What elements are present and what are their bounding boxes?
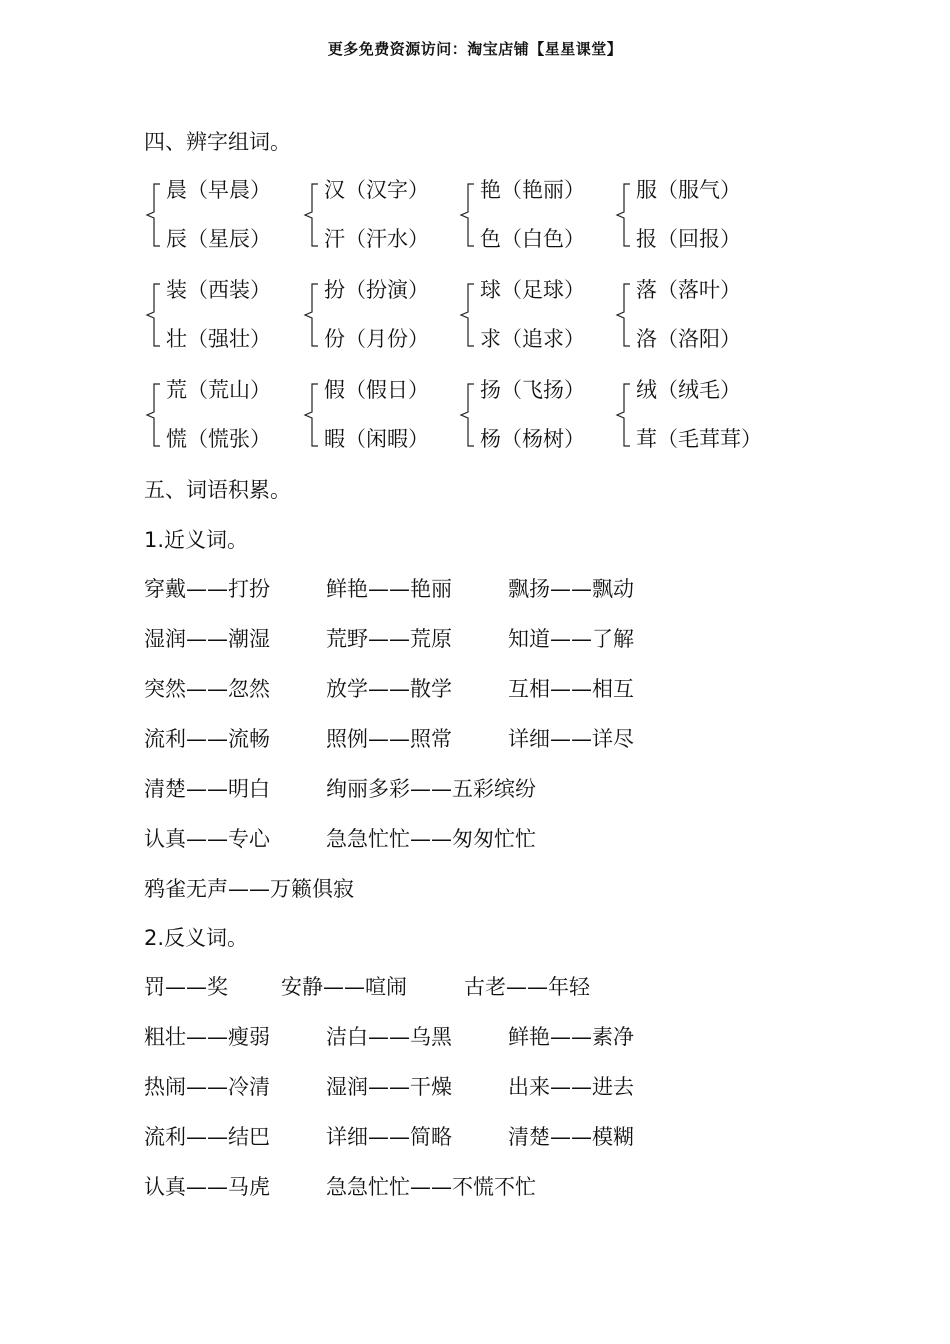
brace-icon xyxy=(614,376,634,454)
word-pair: 飘扬——飘动 xyxy=(508,577,634,601)
word-pair: 详细——简略 xyxy=(326,1125,452,1149)
char-pair-bottom: 辰（星辰） xyxy=(166,227,271,251)
word-pair: 流利——结巴 xyxy=(144,1125,270,1149)
word-pair: 照例——照常 xyxy=(326,727,452,751)
char-group xyxy=(144,176,294,254)
char-pair-bottom: 报（回报） xyxy=(636,227,741,251)
word-pair: 穿戴——打扮 xyxy=(144,577,270,601)
char-pair-bottom: 杨（杨树） xyxy=(480,427,585,451)
char-pair-top: 荒（荒山） xyxy=(166,378,271,402)
page-header: 更多免费资源访问：淘宝店铺【星星课堂】 xyxy=(327,40,623,58)
word-pair: 古老——年轻 xyxy=(464,975,590,999)
char-group xyxy=(458,376,608,454)
word-pair: 急急忙忙——不慌不忙 xyxy=(326,1175,536,1199)
word-pair: 突然——忽然 xyxy=(144,677,270,701)
char-pair-top: 装（西装） xyxy=(166,278,271,302)
word-pair: 急急忙忙——匆匆忙忙 xyxy=(326,827,536,851)
brace-icon xyxy=(458,276,478,354)
char-pair-top: 服（服气） xyxy=(636,178,741,202)
char-group xyxy=(302,176,452,254)
word-pair: 粗壮——瘦弱 xyxy=(144,1025,270,1049)
char-pair-top: 艳（艳丽） xyxy=(480,178,585,202)
word-pair: 出来——进去 xyxy=(508,1075,634,1099)
char-pair-bottom: 茸（毛茸茸） xyxy=(636,427,762,451)
word-pair: 鸦雀无声——万籁俱寂 xyxy=(144,877,354,901)
char-group xyxy=(144,276,294,354)
char-group xyxy=(614,276,764,354)
char-pair-top: 落（落叶） xyxy=(636,278,741,302)
brace-icon xyxy=(614,176,634,254)
char-pair-bottom: 暇（闲暇） xyxy=(324,427,429,451)
word-pair: 洁白——乌黑 xyxy=(326,1025,452,1049)
brace-icon xyxy=(458,376,478,454)
char-group xyxy=(458,176,608,254)
word-pair: 荒野——荒原 xyxy=(326,627,452,651)
char-pair-bottom: 壮（强壮） xyxy=(166,327,271,351)
char-group xyxy=(614,376,764,454)
word-pair: 清楚——模糊 xyxy=(508,1125,634,1149)
word-pair: 认真——马虎 xyxy=(144,1175,270,1199)
word-pair: 清楚——明白 xyxy=(144,777,270,801)
synonyms-title: 1.近义词。 xyxy=(144,528,249,552)
char-pair-bottom: 求（追求） xyxy=(480,327,585,351)
word-pair: 放学——散学 xyxy=(326,677,452,701)
word-pair: 互相——相互 xyxy=(508,677,634,701)
word-pair: 罚——奖 xyxy=(144,975,228,999)
word-pair: 热闹——冷清 xyxy=(144,1075,270,1099)
char-pair-top: 球（足球） xyxy=(480,278,585,302)
char-pair-bottom: 洛（洛阳） xyxy=(636,327,741,351)
brace-icon xyxy=(458,176,478,254)
word-pair: 鲜艳——素净 xyxy=(508,1025,634,1049)
char-pair-top: 扬（飞扬） xyxy=(480,378,585,402)
char-pair-top: 假（假日） xyxy=(324,378,429,402)
brace-icon xyxy=(144,276,164,354)
brace-icon xyxy=(302,176,322,254)
char-pair-bottom: 汗（汗水） xyxy=(324,227,429,251)
antonyms-title: 2.反义词。 xyxy=(144,926,249,950)
char-group xyxy=(614,176,764,254)
char-group xyxy=(302,276,452,354)
char-pair-top: 晨（早晨） xyxy=(166,178,271,202)
brace-icon xyxy=(614,276,634,354)
word-pair: 安静——喧闹 xyxy=(281,975,407,999)
char-pair-top: 绒（绒毛） xyxy=(636,378,741,402)
brace-icon xyxy=(302,276,322,354)
char-group xyxy=(458,276,608,354)
char-pair-bottom: 份（月份） xyxy=(324,327,429,351)
word-pair: 鲜艳——艳丽 xyxy=(326,577,452,601)
section4-title: 四、辨字组词。 xyxy=(144,130,291,154)
char-group xyxy=(302,376,452,454)
char-pair-top: 汉（汉字） xyxy=(324,178,429,202)
char-pair-top: 扮（扮演） xyxy=(324,278,429,302)
word-pair: 认真——专心 xyxy=(144,827,270,851)
word-pair: 流利——流畅 xyxy=(144,727,270,751)
char-pair-bottom: 色（白色） xyxy=(480,227,585,251)
brace-icon xyxy=(144,176,164,254)
char-pair-bottom: 慌（慌张） xyxy=(166,427,271,451)
section5-title: 五、词语积累。 xyxy=(144,478,291,502)
word-pair: 知道——了解 xyxy=(508,627,634,651)
char-group xyxy=(144,376,294,454)
word-pair: 详细——详尽 xyxy=(508,727,634,751)
word-pair: 湿润——潮湿 xyxy=(144,627,270,651)
brace-icon xyxy=(144,376,164,454)
word-pair: 绚丽多彩——五彩缤纷 xyxy=(326,777,536,801)
word-pair: 湿润——干燥 xyxy=(326,1075,452,1099)
brace-icon xyxy=(302,376,322,454)
